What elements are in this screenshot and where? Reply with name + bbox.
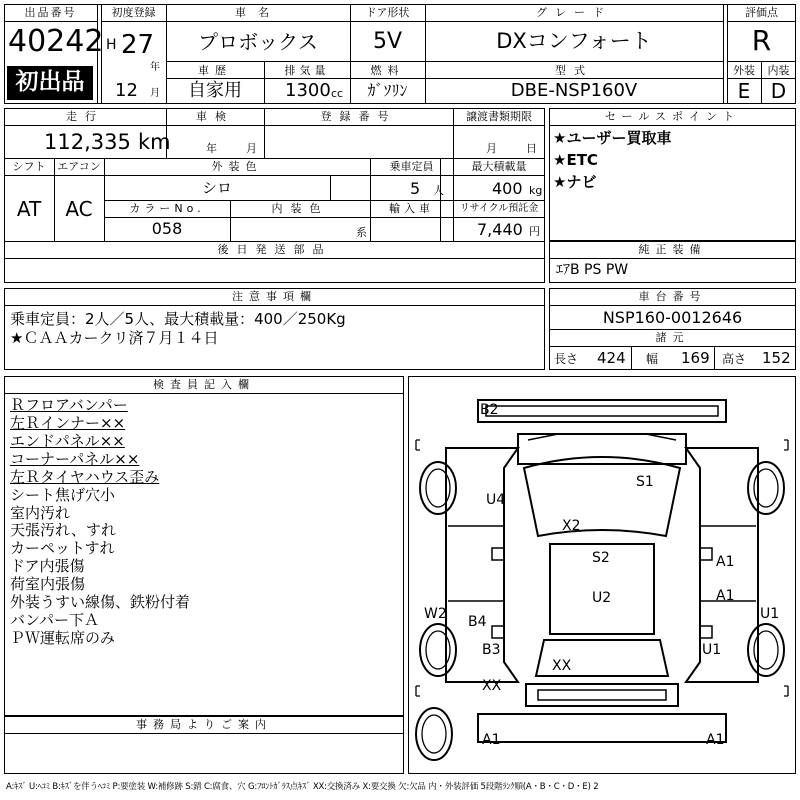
inspector-line-9: カーペットすれ (10, 539, 115, 557)
door-type: 5V (372, 29, 403, 54)
capacity-label: 乗車定員 (389, 160, 434, 173)
inspection-month-unit: 月 (246, 142, 257, 155)
mark-a1-right-2: A1 (716, 588, 735, 604)
length-label: 長さ (554, 352, 579, 366)
notes-line-1: 乗車定員：2人／5人、最大積載量：400／250Kg (10, 310, 346, 328)
inspector-line-6: シート焦げ穴小 (10, 486, 116, 504)
import-label: 輸入車 (389, 202, 434, 215)
inspector-line-1: Ｒフロアバンパー (10, 396, 128, 414)
reg-era: H (106, 37, 117, 53)
rear-bumper-inner (538, 690, 666, 700)
interior-suffix: 系 (356, 226, 367, 239)
inspector-line-4: コーナーパネル×× (10, 450, 140, 468)
front-bumper-inner (486, 406, 718, 416)
mark-b3: B3 (482, 642, 501, 658)
chassis-label: 車台番号 (638, 290, 707, 303)
car-name-label: 車名 (235, 6, 281, 19)
mark-a1-right-1: A1 (716, 554, 735, 570)
dims-label: 諸元 (655, 331, 690, 344)
capacity-unit: 人 (433, 184, 444, 197)
color: シロ (201, 179, 232, 197)
width-label: 幅 (646, 352, 659, 366)
grade-label: グレード (536, 6, 612, 19)
recycle-unit: 円 (529, 225, 540, 238)
inspection-label: 車検 (196, 110, 234, 123)
mark-x2: X2 (562, 518, 581, 534)
mark-u1-right: U1 (760, 606, 780, 622)
shift: AT (16, 197, 42, 221)
windshield (524, 457, 680, 536)
notes-label: 注意事項欄 (232, 290, 317, 303)
reg-month-unit: 月 (150, 88, 160, 99)
rear-bumper (526, 684, 678, 706)
color-no: 058 (151, 219, 183, 238)
load-label: 最大積載量 (471, 160, 527, 173)
office-label: 事務局よりご案内 (136, 718, 272, 731)
transfer-month-unit: 月 (486, 142, 497, 155)
mark-s2: S2 (592, 550, 610, 566)
color-label: 外装色 (211, 160, 263, 173)
load: 400 (492, 179, 523, 198)
model-code: DBE-NSP160V (510, 80, 638, 101)
ac: AC (65, 197, 93, 221)
later-parts-label: 後日発送部品 (217, 243, 332, 256)
inspector-line-5: 左Ｒタイヤハウス歪み (10, 468, 160, 486)
interior-label: 内装色 (271, 202, 329, 215)
mark-b2: B2 (480, 402, 499, 418)
inspection-year-unit: 年 (206, 142, 217, 155)
notes-line-2: ★ＣＡＡカークリ済７月１４日 (10, 329, 219, 347)
inspector-line-7: 室内汚れ (10, 504, 71, 522)
length: 424 (597, 349, 626, 367)
fuel: ｶﾞｿﾘﾝ (367, 81, 408, 100)
mark-a1-bottom-left: A1 (482, 732, 501, 748)
front-bumper (478, 400, 726, 422)
sales-point-3: ★ナビ (553, 173, 597, 191)
color-no-label: カラーNo. (129, 202, 205, 215)
mark-a1-bottom-right: A1 (706, 732, 725, 748)
shift-label: シフト (12, 160, 46, 173)
displacement-unit: cc (331, 87, 344, 100)
mark-b4: B4 (468, 614, 487, 630)
lot-no-label: 出品番号 (24, 6, 77, 19)
equipment-label: 純正装備 (638, 243, 707, 256)
equipment-value: ｴｱB PS PW (556, 262, 629, 278)
ac-label: エアコン (57, 160, 101, 173)
capacity: 5 (410, 179, 421, 198)
mileage-label: 走行 (66, 110, 104, 123)
model-label: 型式 (555, 64, 593, 77)
hood (518, 434, 686, 464)
plate-label: 登録番号 (320, 110, 397, 123)
reg-label: 初度登録 (111, 6, 156, 19)
ext-score-label: 外装 (733, 64, 755, 77)
int-score-label: 内装 (767, 64, 790, 77)
sales-points-label: セールスポイント (604, 110, 740, 123)
inspector-line-12: 外装うすい線傷、鉄粉付着 (10, 593, 191, 611)
score-label: 評価点 (745, 6, 778, 19)
lot-no: 40242 (8, 24, 104, 59)
mark-xx-1: XX (552, 658, 572, 674)
first-listing-label: 初出品 (15, 69, 85, 95)
mark-u4: U4 (486, 492, 506, 508)
mark-w2: W2 (424, 606, 447, 622)
mark-u2: U2 (592, 590, 612, 606)
inspector-line-8: 天張汚れ、すれ (10, 521, 116, 539)
inspector-label: 検査員記入欄 (153, 378, 255, 391)
height: 152 (762, 349, 791, 367)
fuel-label: 燃料 (370, 64, 405, 77)
transfer-label: 譲渡書類期限 (466, 110, 532, 123)
legend: A:ｷｽﾞ U:ﾍｺﾐ B:ｷｽﾞを伴うﾍｺﾐ P:要塗装 W:補修跡 S:錆 C:腐食、穴 G:ﾌﾛﾝﾄｶﾞﾗｽ点ｷｽﾞ XX:交換済み X:要交換 欠:欠品 内・外装評価 5段階ﾗﾝｸ順(A・B・C・D・E) 2 (6, 782, 599, 792)
recycle: 7,440 (477, 220, 523, 239)
displacement: 1300 (285, 80, 331, 101)
reg-month: 12 (115, 80, 138, 101)
car-diagram (408, 376, 796, 774)
mark-s1: S1 (636, 474, 654, 490)
reg-year-unit: 年 (150, 62, 160, 73)
mark-u1: U1 (702, 642, 722, 658)
door-label: ドア形状 (365, 6, 410, 19)
inspector-line-3: エンドパネル×× (10, 432, 125, 450)
mark-xx-2: XX (482, 678, 502, 694)
history-label: 車歴 (198, 64, 232, 77)
inspector-line-14: ＰＷ運転席のみ (10, 629, 116, 647)
sales-point-2: ★ETC (553, 151, 598, 169)
chassis-number: NSP160-0012646 (602, 308, 743, 327)
width: 169 (681, 349, 710, 367)
load-unit: kg (529, 184, 543, 197)
inspector-line-10: ドア内張傷 (10, 557, 85, 575)
inspector-line-2: 左Ｒインナー×× (10, 414, 126, 432)
recycle-label: リサイクル預託金 (459, 203, 539, 214)
inspector-line-13: バンパー下Ａ (10, 611, 99, 629)
history: 自家用 (188, 80, 242, 101)
int-score: D (770, 79, 787, 103)
height-label: 高さ (722, 352, 747, 366)
mileage: 112,335 (44, 130, 131, 154)
car-name: プロボックス (198, 30, 318, 54)
ext-score: E (737, 79, 751, 103)
mileage-unit: km (138, 130, 171, 154)
inspector-line-11: 荷室内張傷 (10, 575, 86, 593)
displacement-label: 排気量 (284, 64, 330, 77)
transfer-day-unit: 日 (526, 142, 537, 155)
reg-year: 27 (121, 30, 155, 60)
score: R (751, 24, 772, 57)
sales-point-1: ★ユーザー買取車 (553, 129, 672, 147)
grade: DXコンフォート (496, 29, 652, 53)
